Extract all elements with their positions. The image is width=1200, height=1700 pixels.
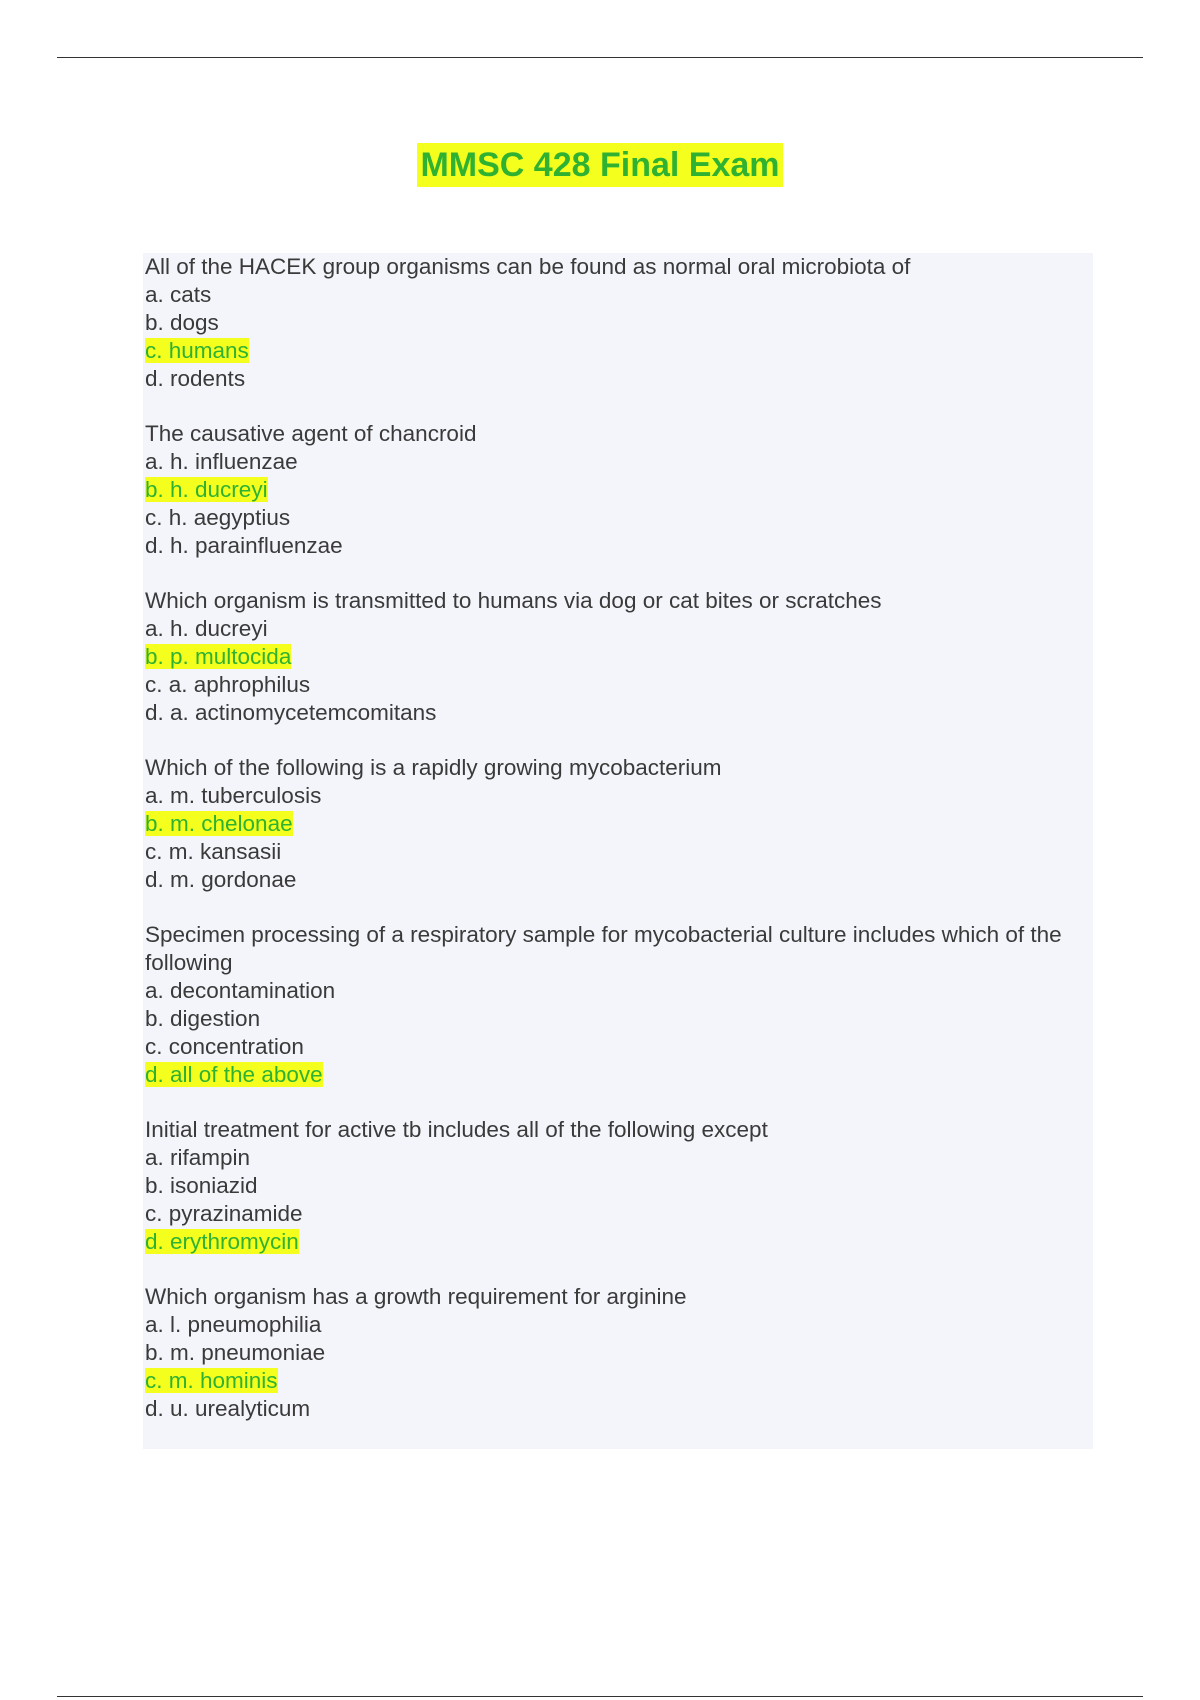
answer-option <box>145 365 1093 393</box>
answer-option-label: c. concentration <box>145 1034 304 1059</box>
bottom-rule <box>57 1696 1143 1697</box>
answer-option <box>145 671 1093 699</box>
answer-option-label: b. dogs <box>145 310 219 335</box>
answer-option <box>145 866 1093 894</box>
question-text: The causative agent of chancroid <box>145 421 477 446</box>
answer-option-label: a. rifampin <box>145 1145 251 1170</box>
question-text: Specimen processing of a respiratory sample for mycobacterial culture includes which of the following <box>145 922 1062 975</box>
answer-option-label: c. m. kansasii <box>145 839 282 864</box>
question-block <box>145 754 1093 894</box>
answer-option <box>145 448 1093 476</box>
answer-option-label: d. u. urealyticum <box>145 1396 311 1421</box>
answer-option-label: a. l. pneumophilia <box>145 1312 322 1337</box>
answer-option-label: b. h. ducreyi <box>145 477 268 502</box>
answer-option <box>145 615 1093 643</box>
question-block <box>145 587 1093 727</box>
answer-option-label: c. a. aphrophilus <box>145 672 311 697</box>
answer-option-label: b. p. multocida <box>145 644 292 669</box>
answer-option-correct <box>145 1228 1093 1256</box>
answer-option-label: c. pyrazinamide <box>145 1201 303 1226</box>
answer-option-label: a. h. influenzae <box>145 449 298 474</box>
answer-option-label: b. digestion <box>145 1006 261 1031</box>
answer-option <box>145 532 1093 560</box>
answer-option <box>145 1144 1093 1172</box>
question-block <box>145 1116 1093 1256</box>
answer-option-label: a. m. tuberculosis <box>145 783 322 808</box>
question-block <box>145 1283 1093 1423</box>
answer-option-correct <box>145 476 1093 504</box>
answer-option-label: d. a. actinomycetemcomitans <box>145 700 437 725</box>
answer-option-label: a. h. ducreyi <box>145 616 268 641</box>
answer-option-label: a. cats <box>145 282 212 307</box>
answer-option <box>145 699 1093 727</box>
answer-option <box>145 504 1093 532</box>
answer-option-label: b. m. chelonae <box>145 811 293 836</box>
answer-option-correct <box>145 1367 1093 1395</box>
question-text: Which organism has a growth requirement for arginine <box>145 1284 687 1309</box>
answer-option <box>145 838 1093 866</box>
answer-option <box>145 1395 1093 1423</box>
answer-option-label: b. isoniazid <box>145 1173 258 1198</box>
answer-option <box>145 782 1093 810</box>
question-text: Initial treatment for active tb includes all of the following except <box>145 1117 768 1142</box>
answer-option-correct <box>145 337 1093 365</box>
answer-option <box>145 1033 1093 1061</box>
title-container <box>0 143 1200 187</box>
answer-option-label: d. rodents <box>145 366 246 391</box>
answer-option-label: d. erythromycin <box>145 1229 299 1254</box>
answer-option-label: a. decontamination <box>145 978 336 1003</box>
answer-option <box>145 309 1093 337</box>
answer-option <box>145 281 1093 309</box>
top-rule <box>57 57 1143 58</box>
answer-option <box>145 1200 1093 1228</box>
answer-option <box>145 1339 1093 1367</box>
question-block <box>145 253 1093 393</box>
answer-option-label: d. h. parainfluenzae <box>145 533 343 558</box>
answer-option <box>145 1311 1093 1339</box>
question-list <box>143 253 1093 1449</box>
answer-option-correct <box>145 810 1093 838</box>
answer-option-label: c. h. aegyptius <box>145 505 291 530</box>
question-text: Which organism is transmitted to humans via dog or cat bites or scratches <box>145 588 882 613</box>
answer-option-correct <box>145 1061 1093 1089</box>
answer-option-label: d. all of the above <box>145 1062 323 1087</box>
answer-option-label: c. humans <box>145 338 249 363</box>
answer-option <box>145 977 1093 1005</box>
question-block <box>145 420 1093 560</box>
answer-option-label: c. m. hominis <box>145 1368 278 1393</box>
question-block <box>145 921 1093 1089</box>
answer-option-label: d. m. gordonae <box>145 867 297 892</box>
answer-option-correct <box>145 643 1093 671</box>
page-title: MMSC 428 Final Exam <box>417 143 782 187</box>
question-text: Which of the following is a rapidly growing mycobacterium <box>145 755 722 780</box>
question-text: All of the HACEK group organisms can be found as normal oral microbiota of <box>145 254 911 279</box>
answer-option <box>145 1005 1093 1033</box>
answer-option-label: b. m. pneumoniae <box>145 1340 326 1365</box>
answer-option <box>145 1172 1093 1200</box>
